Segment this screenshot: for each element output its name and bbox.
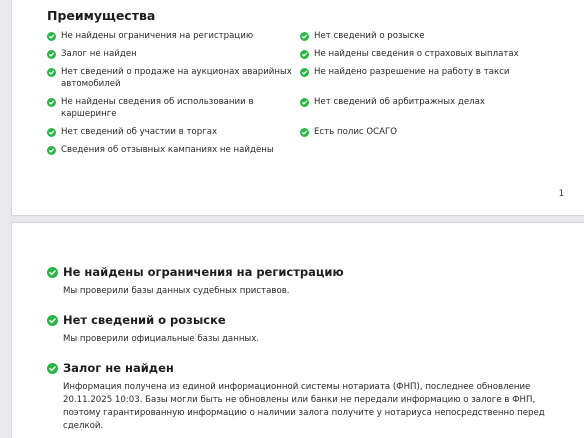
check-circle-icon (300, 50, 309, 59)
section-title: Залог не найден (63, 361, 174, 375)
advantage-item (300, 48, 580, 60)
advantage-item (47, 126, 297, 138)
section-title: Не найдены ограничения на регистрацию (63, 265, 344, 279)
advantage-text: Залог не найден (61, 49, 137, 59)
page-number: 1 (558, 189, 564, 199)
advantage-item (300, 66, 580, 78)
check-circle-icon (47, 50, 56, 59)
advantage-item (47, 30, 297, 42)
advantage-item (47, 66, 297, 90)
advantage-text: Не найдены сведения о страховых выплатах (314, 49, 519, 59)
advantage-text: Нет сведений об участии в торгах (61, 127, 218, 137)
check-circle-icon (47, 98, 56, 107)
advantage-item (300, 30, 580, 42)
section-wanted (47, 313, 567, 346)
advantage-item (300, 96, 580, 108)
advantage-text: Нет сведений о розыске (314, 31, 425, 41)
advantage-item (47, 48, 297, 60)
report-page-1 (11, 0, 584, 216)
advantage-text: Не найдены сведения об использовании в каршеринге (61, 97, 254, 119)
section-registration-restrictions (47, 265, 567, 298)
advantages-left-column (47, 30, 297, 156)
check-circle-icon (300, 128, 309, 137)
advantage-item (300, 126, 580, 138)
advantage-text: Нет сведений об арбитражных делах (314, 97, 485, 107)
report-page-2 (11, 222, 584, 438)
check-circle-icon (300, 68, 309, 77)
advantage-text: Не найдено разрешение на работу в такси (314, 67, 510, 77)
check-circle-icon (300, 98, 309, 107)
check-circle-icon (47, 315, 58, 326)
advantage-text: Не найдены ограничения на регистрацию (61, 31, 254, 41)
check-circle-icon (47, 68, 56, 77)
advantage-item (47, 144, 297, 156)
check-circle-icon (47, 363, 58, 374)
section-text: Мы проверили официальные базы данных. (63, 334, 260, 344)
advantage-text: Есть полис ОСАГО (314, 127, 398, 137)
section-header (47, 361, 567, 375)
section-header (47, 313, 567, 327)
advantages-title: Преимущества (47, 8, 156, 23)
check-circle-icon (47, 32, 56, 41)
check-circle-icon (47, 267, 58, 278)
section-text: Информация получена из единой информационной системы нотариата (ФНП), последнее обновление 20.11.2025 10:03. Базы могли быть не обновлены или банки не передали информацию о залоге в ФНП, поэтому гарантированную информацию о наличии залога получите у нотариуса непосредственно перед сделкой. (63, 382, 545, 431)
section-text: Мы проверили базы данных судебных приставов. (63, 286, 290, 296)
advantages-right-column (300, 30, 580, 138)
check-circle-icon (47, 128, 56, 137)
advantage-text: Нет сведений о продаже на аукционах аварийных автомобилей (61, 67, 292, 89)
advantage-text: Сведения об отзывных кампаниях не найдены (61, 145, 274, 155)
check-circle-icon (47, 146, 56, 155)
section-title: Нет сведений о розыске (63, 313, 226, 327)
advantage-item (47, 96, 297, 120)
check-circle-icon (300, 32, 309, 41)
section-header (47, 265, 567, 279)
section-pledge (47, 361, 567, 433)
